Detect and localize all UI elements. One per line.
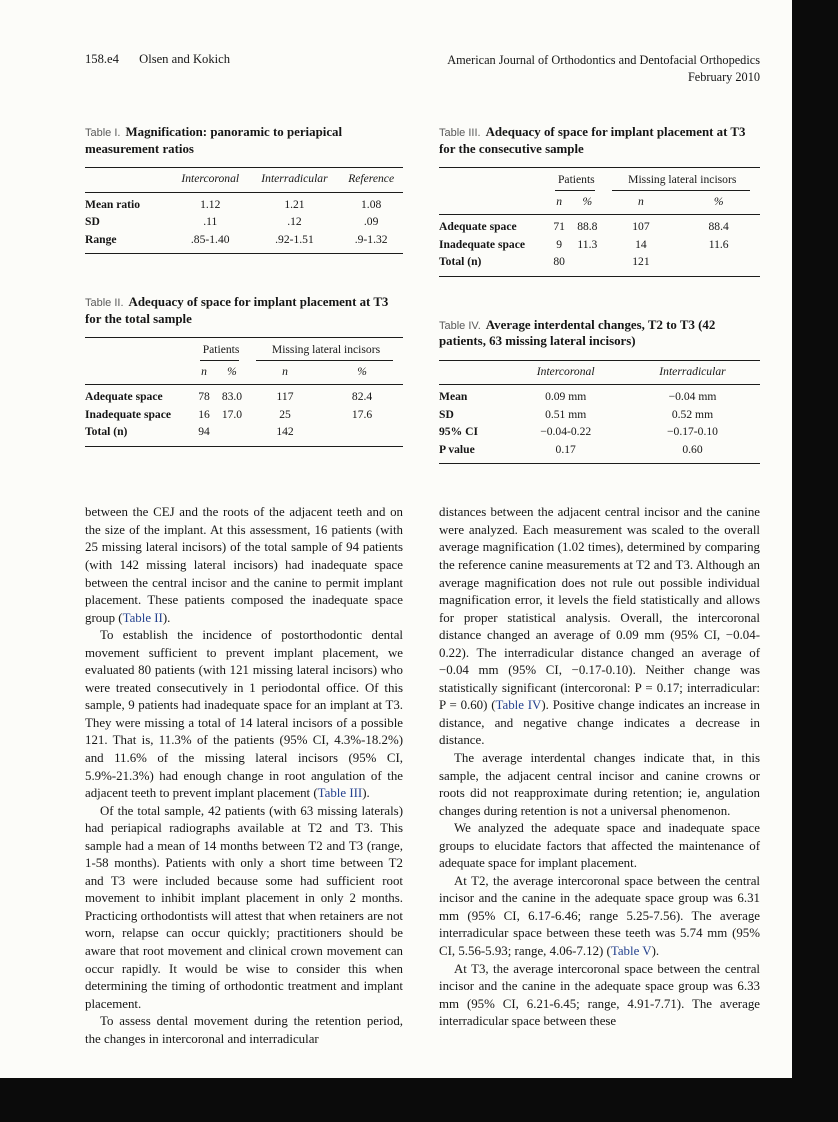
table-2-title: Adequacy of space for implant placement at T3 for the total sample (85, 295, 389, 326)
table-2-caption (85, 294, 403, 327)
left-text-column (85, 504, 403, 1048)
tables-section (85, 124, 760, 504)
table-3-caption (439, 124, 760, 157)
table-cell: 1.21 (284, 197, 305, 211)
table-cell: 142 (276, 425, 294, 439)
column-header: Interradicular (625, 360, 760, 384)
table-cell: 25 (279, 407, 291, 421)
column-group-header: Patients (548, 168, 604, 191)
row-label: Range (85, 232, 117, 246)
paragraph (439, 750, 760, 820)
table-1-block (85, 124, 403, 254)
table-reference-link[interactable]: Table III (317, 786, 363, 801)
row-label: SD (439, 407, 454, 421)
table-cell: 94 (198, 425, 210, 439)
article-body (85, 504, 760, 1048)
table-row (85, 424, 403, 446)
table-3-title: Adequacy of space for implant placement at T3 for the consecutive sample (439, 125, 746, 156)
row-label: Inadequate space (439, 237, 525, 251)
table-cell: 78 (198, 390, 210, 404)
table-2 (85, 337, 403, 446)
issue-date: February 2010 (687, 70, 760, 85)
table-cell: 82.4 (351, 390, 373, 404)
table-row (439, 385, 760, 406)
column-header: n (548, 191, 570, 215)
table-cell: 88.4 (708, 220, 729, 234)
authors: Olsen and Kokich (139, 52, 231, 66)
table-cell: 1.12 (200, 197, 221, 211)
column-group-header: Missing lateral incisors (605, 168, 760, 191)
paragraph (85, 627, 403, 802)
table-cell: .9-1.32 (354, 232, 388, 246)
table-3 (439, 167, 760, 276)
right-tables-column (439, 124, 760, 504)
table-cell: 0.52 mm (671, 407, 714, 421)
table-cell: .11 (203, 215, 218, 229)
table-cell: 71 (553, 220, 565, 234)
row-label: Adequate space (85, 390, 163, 404)
column-header: Reference (339, 168, 403, 192)
table-1-title: Magnification: panoramic to periapical measurement ratios (85, 125, 343, 156)
row-label: Mean ratio (85, 197, 141, 211)
column-group-header: Missing lateral incisors (249, 338, 403, 361)
table-cell: 107 (632, 220, 650, 234)
table-row (85, 214, 403, 231)
table-cell: 17.0 (221, 407, 243, 421)
table-cell: 17.6 (351, 407, 373, 421)
table-row (439, 254, 760, 276)
table-cell: 1.08 (361, 197, 382, 211)
table-reference-link[interactable]: Table V (610, 943, 652, 958)
table-cell: 11.6 (708, 237, 729, 251)
table-cell (321, 424, 403, 446)
text-segment: At T2, the average intercoronal space between the central incisor and the canine in the adequate space group was 6.31 mm (95% CI, 6.17-6.46; range 5.25-7.56). The average interradicular space between these teeth was 5.74 mm (95% CI, 5.56-5.93; range, 4.06-7.12) ( (439, 873, 760, 958)
table-2-label: Table II. (85, 297, 124, 310)
data-table (439, 167, 760, 276)
row-label: 95% CI (439, 425, 478, 439)
table-stub-header (85, 361, 193, 385)
table-3-label: Table III. (439, 127, 481, 140)
table-cell: 9 (556, 237, 563, 251)
table-cell (215, 424, 249, 446)
column-header: % (215, 361, 249, 385)
table-1 (85, 167, 403, 254)
text-segment: The average interdental changes indicate that, in this sample, the adjacent central incisor and canine crowns or roots did not reapproximate during retention; ie, angulation changes during retention is not a universal phenomenon. (439, 750, 760, 818)
table-cell: 0.09 mm (545, 390, 587, 404)
table-cell: 83.0 (221, 390, 243, 404)
paragraph (439, 961, 760, 1031)
table-row (85, 406, 403, 423)
table-cell (677, 254, 760, 276)
table-cell: −0.04-0.22 (540, 425, 592, 439)
table-cell (570, 254, 604, 276)
page-header (85, 52, 760, 86)
table-4-caption (439, 317, 760, 350)
table-row (439, 215, 760, 236)
row-label: Total (n) (439, 255, 482, 269)
paragraph (439, 820, 760, 873)
table-row (439, 441, 760, 463)
table-row (439, 424, 760, 441)
row-label: Total (n) (85, 425, 128, 439)
column-header: n (605, 191, 678, 215)
table-row (85, 192, 403, 213)
running-head-left (85, 52, 230, 67)
column-header: n (249, 361, 321, 385)
row-label: Inadequate space (85, 407, 171, 421)
column-header: Interradicular (250, 168, 340, 192)
running-head-right (447, 52, 760, 86)
text-segment: ). Positive change indicates an increase in distance, and negative change indicates a decrease in distance. (439, 698, 760, 748)
table-cell: 121 (632, 255, 650, 269)
left-tables-column (85, 124, 403, 504)
column-header: n (193, 361, 215, 385)
table-cell: .12 (287, 215, 302, 229)
data-table (439, 360, 760, 464)
data-table (85, 337, 403, 446)
table-cell: .85-1.40 (190, 232, 230, 246)
table-row (85, 231, 403, 253)
right-text-column (439, 504, 760, 1048)
table-row (439, 406, 760, 423)
table-stub-header (85, 338, 193, 361)
text-segment: To establish the incidence of postorthodontic dental movement sufficient to prevent implant placement, we evaluated 80 patients (with 121 missing lateral incisors) who were treated consecutively in 1 periodontal office. Of this sample, 9 patients had inadequate space for an implant at T3. They were missing a total of 14 lateral incisors of a possible 121. That is, 11.3% of the patients (95% CI, 4.3%-18.2%) and 11.6% of the missing lateral incisors (95% CI, 5.9%-21.3%) had enough change in root angulation of the adjacent teeth to prevent implant placement ( (85, 628, 403, 801)
column-header: Intercoronal (506, 360, 625, 384)
paragraph (85, 1013, 403, 1048)
text-segment: We analyzed the adequate space and inadequate space groups to elucidate factors that affected the maintenance of adequate space for implant placement. (439, 821, 760, 871)
table-cell: 88.8 (577, 220, 598, 234)
table-cell: 11.3 (577, 237, 598, 251)
table-stub-header (439, 168, 548, 191)
text-segment: between the CEJ and the roots of the adjacent teeth and on the size of the implant. At this assessment, 16 patients (with 25 missing lateral incisors) of the total sample of 94 patients (with 142 missing lateral incisors) had inadequate space between the central incisor and the canine to permit implant placement. These patients composed the inadequate space group ( (85, 505, 403, 625)
paragraph (85, 803, 403, 1014)
text-segment: ). (162, 610, 171, 625)
paragraph (439, 873, 760, 961)
column-header: Intercoronal (171, 168, 250, 192)
table-cell: .92-1.51 (275, 232, 314, 246)
paragraph (439, 504, 760, 750)
column-header: % (677, 191, 760, 215)
row-label: SD (85, 215, 100, 229)
table-cell: 16 (198, 407, 210, 421)
text-segment: To assess dental movement during the retention period, the changes in intercoronal and interradicular (85, 1014, 403, 1046)
table-reference-link[interactable]: Table IV (495, 698, 542, 713)
table-3-block (439, 124, 760, 276)
column-header: % (321, 361, 403, 385)
table-1-label: Table I. (85, 127, 121, 140)
row-label: Adequate space (439, 220, 517, 234)
table-stub-header (439, 191, 548, 215)
table-4-title: Average interdental changes, T2 to T3 (42 patients, 63 missing lateral incisors) (439, 317, 716, 349)
page-number: 158.e4 (85, 52, 119, 66)
table-cell: −0.17-0.10 (666, 425, 718, 439)
table-4-label: Table IV. (439, 319, 481, 332)
column-header: % (570, 191, 604, 215)
table-cell: 0.17 (555, 442, 576, 456)
table-stub-header (439, 360, 506, 384)
row-label: P value (439, 442, 475, 456)
table-stub-header (85, 168, 171, 192)
table-reference-link[interactable]: Table II (122, 610, 163, 625)
table-row (85, 385, 403, 406)
data-table (85, 167, 403, 254)
paragraph (85, 504, 403, 627)
table-cell: 0.60 (682, 442, 703, 456)
table-cell: 0.51 mm (545, 407, 587, 421)
text-segment: ). (362, 786, 370, 801)
text-segment: At T3, the average intercoronal space between the central incisor and the canine in the adequate space group was 6.33 mm (95% CI, 6.21-6.45; range, 4.91-7.71). The average interradicular space between these (439, 961, 760, 1029)
table-cell: −0.04 mm (668, 390, 717, 404)
table-row (439, 236, 760, 253)
table-cell: .09 (363, 215, 379, 229)
table-1-caption (85, 124, 403, 157)
text-segment: Of the total sample, 42 patients (with 63 missing laterals) had periapical radiographs available at T2 and T3. This sample had a mean of 14 months between T2 and T3 (range, 1-58 months). Patients with only a short time between T2 and T3 were included because some had sufficient root movement to inhibit implant placement in only 2 months. Practicing orthodontists will attest that when retainers are not worn, relapse can occur quickly; practitioners should be aware that root movement and clinical crown movement can occur rapidly. It would be wise to consider this when determining the timing of orthodontic treatment and implant placement. (85, 803, 403, 1011)
table-2-block (85, 294, 403, 446)
text-segment: distances between the adjacent central incisor and the canine were analyzed. Each measurement was scaled to the overall average magnification (1.02 times), determined by comparing the reference canine measurements at T2 and T3. Although an average magnification does not rule out possible individual magnification error, it levels the field statistically and allows for proper statistical analysis. Overall, the intercoronal distance changed an average of 0.09 mm (95% CI, −0.04-0.22). The interradicular distance changed an average of −0.04 mm (95% CI, −0.17-0.10). Neither change was statistically significant (intercoronal: P = 0.17; interradicular: P = 0.60) ( (439, 505, 760, 713)
journal-name: American Journal of Orthodontics and Dentofacial Orthopedics (447, 53, 760, 67)
table-cell: 117 (276, 390, 294, 404)
table-4 (439, 360, 760, 464)
column-group-header: Patients (193, 338, 249, 361)
row-label: Mean (439, 390, 468, 404)
table-cell: 14 (635, 237, 647, 251)
table-4-block (439, 317, 760, 464)
text-segment: ). (651, 943, 660, 958)
table-cell: 80 (553, 255, 565, 269)
